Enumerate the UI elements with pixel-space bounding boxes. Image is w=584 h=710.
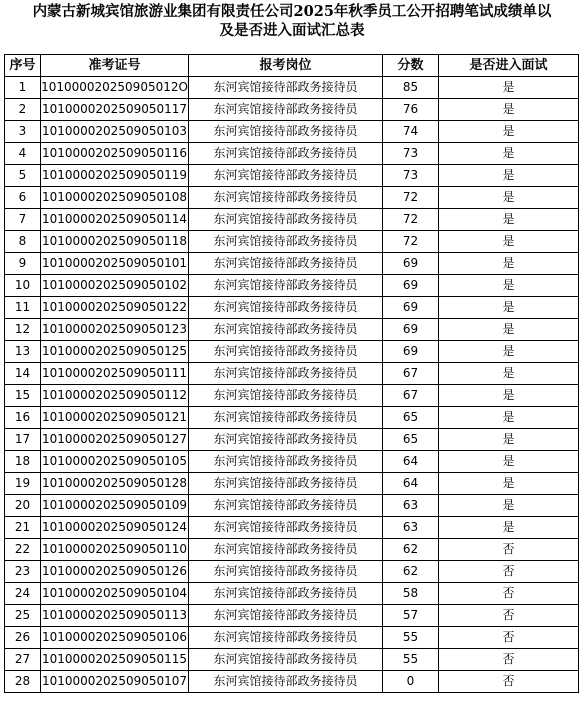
cell-score: 64 bbox=[383, 473, 439, 495]
table-row bbox=[5, 451, 579, 473]
cell-position: 东河宾馆接待部政务接待员 bbox=[189, 187, 383, 209]
cell-index: 1 bbox=[5, 77, 41, 99]
cell-index: 12 bbox=[5, 319, 41, 341]
cell-exam-number: 1010000202509050122 bbox=[41, 297, 189, 319]
cell-score: 55 bbox=[383, 627, 439, 649]
cell-interview: 是 bbox=[439, 187, 579, 209]
header-position: 报考岗位 bbox=[189, 55, 383, 77]
cell-score: 69 bbox=[383, 275, 439, 297]
cell-exam-number: 1010000202509050116 bbox=[41, 143, 189, 165]
cell-index: 13 bbox=[5, 341, 41, 363]
table-row bbox=[5, 121, 579, 143]
cell-exam-number: 1010000202509050126 bbox=[41, 561, 189, 583]
table-row bbox=[5, 231, 579, 253]
table-row bbox=[5, 253, 579, 275]
cell-score: 62 bbox=[383, 539, 439, 561]
cell-exam-number: 1010000202509050109 bbox=[41, 495, 189, 517]
cell-score: 76 bbox=[383, 99, 439, 121]
table-row bbox=[5, 495, 579, 517]
cell-interview: 否 bbox=[439, 627, 579, 649]
cell-position: 东河宾馆接待部政务接待员 bbox=[189, 605, 383, 627]
cell-position: 东河宾馆接待部政务接待员 bbox=[189, 341, 383, 363]
cell-position: 东河宾馆接待部政务接待员 bbox=[189, 77, 383, 99]
cell-exam-number: 1010000202509050123 bbox=[41, 319, 189, 341]
cell-exam-number: 1010000202509050128 bbox=[41, 473, 189, 495]
cell-position: 东河宾馆接待部政务接待员 bbox=[189, 121, 383, 143]
table-row bbox=[5, 649, 579, 671]
cell-index: 28 bbox=[5, 671, 41, 693]
cell-index: 21 bbox=[5, 517, 41, 539]
cell-interview: 是 bbox=[439, 121, 579, 143]
cell-index: 14 bbox=[5, 363, 41, 385]
cell-exam-number: 1010000202509050104 bbox=[41, 583, 189, 605]
cell-interview: 是 bbox=[439, 253, 579, 275]
cell-exam-number: 1010000202509050101 bbox=[41, 253, 189, 275]
cell-exam-number: 1010000202509050117 bbox=[41, 99, 189, 121]
header-score: 分数 bbox=[383, 55, 439, 77]
cell-interview: 是 bbox=[439, 495, 579, 517]
cell-score: 0 bbox=[383, 671, 439, 693]
cell-score: 65 bbox=[383, 407, 439, 429]
cell-score: 64 bbox=[383, 451, 439, 473]
cell-interview: 是 bbox=[439, 319, 579, 341]
header-interview: 是否进入面试 bbox=[439, 55, 579, 77]
cell-exam-number: 1010000202509050118 bbox=[41, 231, 189, 253]
table-row bbox=[5, 473, 579, 495]
cell-index: 8 bbox=[5, 231, 41, 253]
cell-index: 20 bbox=[5, 495, 41, 517]
table-row bbox=[5, 407, 579, 429]
cell-index: 11 bbox=[5, 297, 41, 319]
cell-position: 东河宾馆接待部政务接待员 bbox=[189, 429, 383, 451]
cell-index: 19 bbox=[5, 473, 41, 495]
cell-exam-number: 1010000202509050107 bbox=[41, 671, 189, 693]
cell-interview: 是 bbox=[439, 275, 579, 297]
cell-score: 69 bbox=[383, 341, 439, 363]
cell-position: 东河宾馆接待部政务接待员 bbox=[189, 671, 383, 693]
cell-score: 58 bbox=[383, 583, 439, 605]
cell-exam-number: 1010000202509050127 bbox=[41, 429, 189, 451]
cell-score: 74 bbox=[383, 121, 439, 143]
cell-interview: 是 bbox=[439, 231, 579, 253]
table-header-row bbox=[5, 55, 579, 77]
cell-score: 69 bbox=[383, 297, 439, 319]
cell-position: 东河宾馆接待部政务接待员 bbox=[189, 319, 383, 341]
cell-score: 65 bbox=[383, 429, 439, 451]
cell-position: 东河宾馆接待部政务接待员 bbox=[189, 495, 383, 517]
table-row bbox=[5, 539, 579, 561]
cell-exam-number: 1010000202509050119 bbox=[41, 165, 189, 187]
title-line-2: 及是否进入面试汇总表 bbox=[219, 22, 365, 39]
cell-index: 27 bbox=[5, 649, 41, 671]
cell-position: 东河宾馆接待部政务接待员 bbox=[189, 253, 383, 275]
cell-score: 69 bbox=[383, 319, 439, 341]
cell-interview: 否 bbox=[439, 605, 579, 627]
cell-exam-number: 1010000202509050108 bbox=[41, 187, 189, 209]
cell-index: 6 bbox=[5, 187, 41, 209]
cell-interview: 是 bbox=[439, 341, 579, 363]
cell-exam-number: 1010000202509050106 bbox=[41, 627, 189, 649]
table-row bbox=[5, 165, 579, 187]
table-row bbox=[5, 385, 579, 407]
table-row bbox=[5, 77, 579, 99]
cell-index: 24 bbox=[5, 583, 41, 605]
table-row bbox=[5, 275, 579, 297]
cell-interview: 是 bbox=[439, 143, 579, 165]
cell-score: 63 bbox=[383, 495, 439, 517]
table-row bbox=[5, 517, 579, 539]
table-row bbox=[5, 341, 579, 363]
cell-index: 2 bbox=[5, 99, 41, 121]
cell-interview: 否 bbox=[439, 671, 579, 693]
table-row bbox=[5, 297, 579, 319]
cell-interview: 是 bbox=[439, 407, 579, 429]
cell-exam-number: 1010000202509050105 bbox=[41, 451, 189, 473]
cell-score: 69 bbox=[383, 253, 439, 275]
cell-index: 7 bbox=[5, 209, 41, 231]
cell-index: 25 bbox=[5, 605, 41, 627]
cell-index: 9 bbox=[5, 253, 41, 275]
cell-position: 东河宾馆接待部政务接待员 bbox=[189, 583, 383, 605]
table-row bbox=[5, 363, 579, 385]
cell-position: 东河宾馆接待部政务接待员 bbox=[189, 561, 383, 583]
cell-position: 东河宾馆接待部政务接待员 bbox=[189, 363, 383, 385]
cell-exam-number: 1010000202509050112 bbox=[41, 385, 189, 407]
cell-index: 10 bbox=[5, 275, 41, 297]
table-row bbox=[5, 583, 579, 605]
cell-position: 东河宾馆接待部政务接待员 bbox=[189, 297, 383, 319]
table-row bbox=[5, 561, 579, 583]
cell-exam-number: 1010000202509050110 bbox=[41, 539, 189, 561]
cell-interview: 是 bbox=[439, 209, 579, 231]
cell-exam-number: 1010000202509050124 bbox=[41, 517, 189, 539]
cell-index: 22 bbox=[5, 539, 41, 561]
cell-score: 72 bbox=[383, 209, 439, 231]
cell-interview: 是 bbox=[439, 385, 579, 407]
cell-position: 东河宾馆接待部政务接待员 bbox=[189, 275, 383, 297]
cell-score: 72 bbox=[383, 187, 439, 209]
cell-score: 73 bbox=[383, 143, 439, 165]
cell-exam-number: 1010000202509050115 bbox=[41, 649, 189, 671]
cell-index: 3 bbox=[5, 121, 41, 143]
cell-exam-number: 1010000202509050121 bbox=[41, 407, 189, 429]
cell-interview: 否 bbox=[439, 649, 579, 671]
table-row bbox=[5, 671, 579, 693]
cell-interview: 是 bbox=[439, 429, 579, 451]
cell-index: 18 bbox=[5, 451, 41, 473]
cell-interview: 否 bbox=[439, 539, 579, 561]
cell-exam-number: 1010000202509050102 bbox=[41, 275, 189, 297]
table-row bbox=[5, 605, 579, 627]
cell-index: 16 bbox=[5, 407, 41, 429]
header-exam-number: 准考证号 bbox=[41, 55, 189, 77]
table-row bbox=[5, 319, 579, 341]
table-row bbox=[5, 143, 579, 165]
cell-interview: 是 bbox=[439, 473, 579, 495]
cell-exam-number: 1010000202509050111 bbox=[41, 363, 189, 385]
table-row bbox=[5, 187, 579, 209]
results-table bbox=[4, 54, 579, 693]
cell-score: 67 bbox=[383, 385, 439, 407]
cell-interview: 是 bbox=[439, 99, 579, 121]
cell-score: 72 bbox=[383, 231, 439, 253]
cell-score: 73 bbox=[383, 165, 439, 187]
cell-exam-number: 1010000202509050114 bbox=[41, 209, 189, 231]
cell-interview: 是 bbox=[439, 297, 579, 319]
cell-score: 62 bbox=[383, 561, 439, 583]
cell-position: 东河宾馆接待部政务接待员 bbox=[189, 143, 383, 165]
cell-interview: 是 bbox=[439, 165, 579, 187]
cell-exam-number: 101000020250905012O bbox=[41, 77, 189, 99]
cell-score: 63 bbox=[383, 517, 439, 539]
cell-interview: 是 bbox=[439, 451, 579, 473]
cell-score: 57 bbox=[383, 605, 439, 627]
cell-position: 东河宾馆接待部政务接待员 bbox=[189, 649, 383, 671]
cell-position: 东河宾馆接待部政务接待员 bbox=[189, 539, 383, 561]
cell-index: 17 bbox=[5, 429, 41, 451]
cell-position: 东河宾馆接待部政务接待员 bbox=[189, 473, 383, 495]
table-row bbox=[5, 429, 579, 451]
cell-position: 东河宾馆接待部政务接待员 bbox=[189, 165, 383, 187]
header-index: 序号 bbox=[5, 55, 41, 77]
cell-interview: 否 bbox=[439, 561, 579, 583]
cell-exam-number: 1010000202509050113 bbox=[41, 605, 189, 627]
cell-interview: 是 bbox=[439, 363, 579, 385]
cell-position: 东河宾馆接待部政务接待员 bbox=[189, 627, 383, 649]
cell-position: 东河宾馆接待部政务接待员 bbox=[189, 99, 383, 121]
cell-interview: 是 bbox=[439, 77, 579, 99]
cell-position: 东河宾馆接待部政务接待员 bbox=[189, 451, 383, 473]
cell-score: 67 bbox=[383, 363, 439, 385]
cell-interview: 是 bbox=[439, 517, 579, 539]
table-row bbox=[5, 627, 579, 649]
document-title bbox=[0, 2, 584, 40]
cell-exam-number: 1010000202509050125 bbox=[41, 341, 189, 363]
table-row bbox=[5, 99, 579, 121]
cell-position: 东河宾馆接待部政务接待员 bbox=[189, 209, 383, 231]
cell-position: 东河宾馆接待部政务接待员 bbox=[189, 231, 383, 253]
cell-index: 23 bbox=[5, 561, 41, 583]
cell-position: 东河宾馆接待部政务接待员 bbox=[189, 517, 383, 539]
cell-position: 东河宾馆接待部政务接待员 bbox=[189, 407, 383, 429]
table-body bbox=[5, 77, 579, 693]
cell-exam-number: 1010000202509050103 bbox=[41, 121, 189, 143]
title-line-1: 内蒙古新城宾馆旅游业集团有限责任公司2025年秋季员工公开招聘笔试成绩单以 bbox=[32, 3, 552, 20]
cell-score: 85 bbox=[383, 77, 439, 99]
cell-interview: 否 bbox=[439, 583, 579, 605]
cell-position: 东河宾馆接待部政务接待员 bbox=[189, 385, 383, 407]
cell-index: 26 bbox=[5, 627, 41, 649]
cell-score: 55 bbox=[383, 649, 439, 671]
cell-index: 15 bbox=[5, 385, 41, 407]
table-row bbox=[5, 209, 579, 231]
cell-index: 5 bbox=[5, 165, 41, 187]
cell-index: 4 bbox=[5, 143, 41, 165]
